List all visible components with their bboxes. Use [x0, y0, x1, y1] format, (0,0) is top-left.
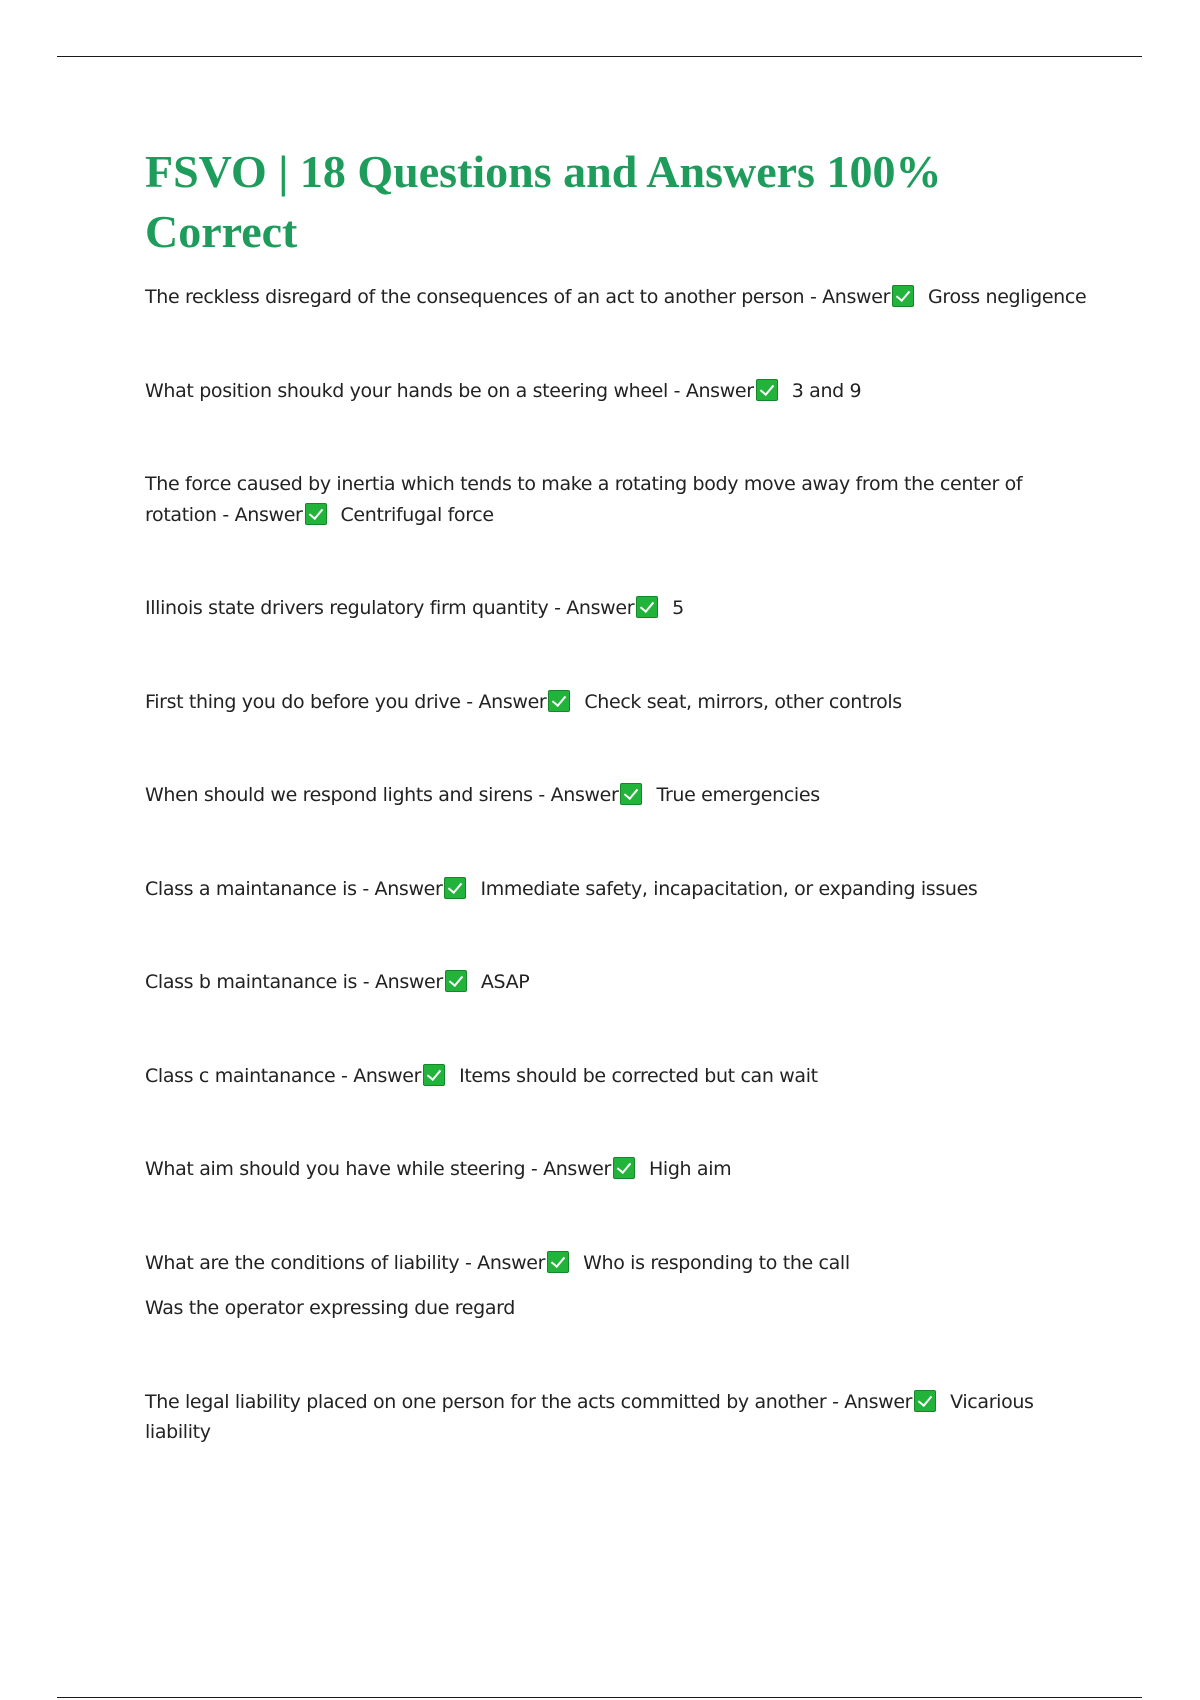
qa-item [145, 1248, 1095, 1324]
answer-prefix: - Answer [466, 690, 547, 713]
qa-item [145, 593, 1095, 624]
answer-text: Vicarious liability [145, 1390, 1034, 1443]
answer-prefix: - Answer [809, 286, 891, 308]
answer-prefix: - Answer [362, 971, 443, 993]
qa-list [145, 282, 1095, 1511]
question-text: Class b maintanance is [145, 971, 358, 993]
qa-item [145, 1154, 1095, 1185]
question-text: First thing you do before you drive [145, 690, 461, 713]
answer-text: Immediate safety, incapacitation, or expanding issues [480, 877, 978, 900]
answer-prefix: - Answer [554, 597, 635, 619]
question-text: What position shoukd your hands be on a steering wheel [145, 379, 668, 402]
question-text: Class c maintanance [145, 1064, 336, 1087]
qa-item [145, 874, 1095, 905]
answer-text: Check seat, mirrors, other controls [584, 690, 902, 713]
answer-text: Who is responding to the call [583, 1251, 850, 1274]
qa-item [145, 780, 1095, 811]
check-mark-icon [445, 970, 467, 992]
answer-prefix: - Answer [832, 1390, 913, 1413]
check-mark-icon [423, 1064, 445, 1086]
check-mark-icon [548, 690, 570, 712]
question-text: The legal liability placed on one person for the acts committed by another [145, 1390, 827, 1413]
qa-item [145, 376, 1095, 407]
answer-text: 5 [672, 597, 684, 619]
question-text: Illinois state drivers regulatory firm quantity [145, 597, 549, 619]
answer-text: Items should be corrected but can wait [459, 1064, 818, 1087]
check-mark-icon [620, 783, 642, 805]
bottom-rule [57, 1697, 1142, 1698]
answer-prefix: - Answer [538, 784, 619, 806]
check-mark-icon [636, 596, 658, 618]
qa-item [145, 1387, 1095, 1448]
top-rule [57, 56, 1142, 57]
question-text: What aim should you have while steering [145, 1158, 526, 1180]
answer-prefix: - Answer [673, 379, 754, 402]
check-mark-icon [914, 1390, 936, 1412]
check-mark-icon [892, 285, 914, 307]
answer-text: True emergencies [656, 784, 820, 806]
qa-item [145, 967, 1095, 998]
document-title: FSVO | 18 Questions and Answers 100% Correct [145, 146, 942, 257]
answer-text-continued: Was the operator expressing due regard [145, 1297, 515, 1319]
check-mark-icon [547, 1251, 569, 1273]
answer-text: High aim [648, 1158, 732, 1180]
question-text: The reckless disregard of the consequences of an act to another person [145, 286, 805, 308]
qa-item [145, 282, 1095, 313]
answer-prefix: - Answer [530, 1158, 611, 1180]
qa-item [145, 687, 1095, 718]
answer-prefix: - Answer [362, 877, 443, 900]
qa-item [145, 1061, 1095, 1092]
answer-prefix: - Answer [222, 503, 303, 526]
question-text: Class a maintanance is [145, 877, 357, 900]
question-text: The force caused by inertia which tends to make a rotating body move away from the center of rotation [145, 473, 1023, 526]
answer-prefix: - Answer [464, 1251, 546, 1274]
check-mark-icon [613, 1157, 635, 1179]
check-mark-icon [305, 503, 327, 525]
answer-text: Gross negligence [928, 286, 1087, 308]
check-mark-icon [444, 877, 466, 899]
answer-text: 3 and 9 [791, 379, 862, 402]
check-mark-icon [756, 379, 778, 401]
answer-text: ASAP [480, 971, 530, 993]
answer-text: Centrifugal force [340, 503, 494, 526]
answer-prefix: - Answer [341, 1064, 422, 1087]
question-text: When should we respond lights and sirens [145, 784, 533, 806]
question-text: What are the conditions of liability [145, 1251, 460, 1274]
qa-item [145, 469, 1095, 530]
